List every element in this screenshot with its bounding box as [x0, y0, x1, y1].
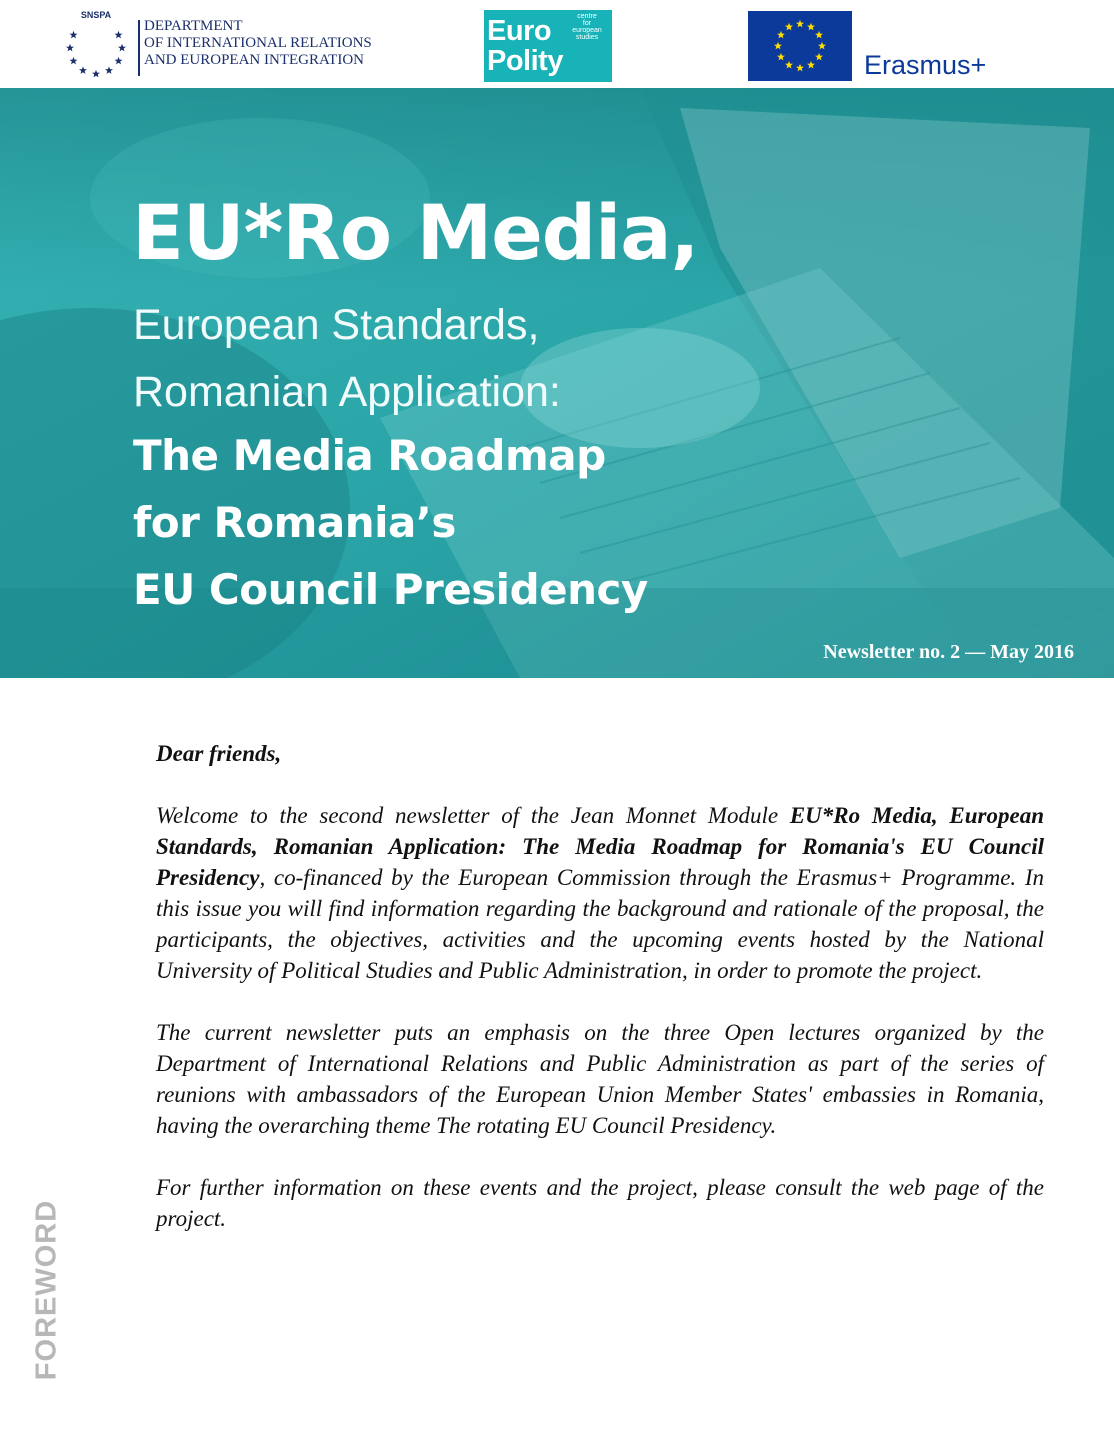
newsletter-issue-date: Newsletter no. 2 — May 2016: [823, 641, 1074, 663]
paragraph-further-info: For further information on these events and the project, please consult the web page of the project.: [156, 1175, 1044, 1231]
greeting: Dear friends,: [156, 741, 282, 766]
star-icon: [69, 57, 77, 65]
eu-flag-icon: [748, 11, 852, 81]
foreword-body: [156, 738, 1044, 1265]
star-icon: [79, 66, 87, 74]
banner-subtitle-line: European Standards,: [133, 301, 540, 349]
banner-headline-line: for Romania’s: [133, 498, 456, 547]
star-icon: [69, 31, 77, 39]
erasmus-plus-logo: Erasmus+: [864, 50, 987, 80]
department-line: AND EUROPEAN INTEGRATION: [144, 52, 364, 68]
seal-text: SNSPA: [80, 10, 112, 20]
logo-header: [0, 0, 1114, 88]
star-icon: [118, 44, 126, 52]
star-icon: [92, 70, 100, 78]
hero-banner: [0, 88, 1114, 678]
europolity-logo-euro: Euro: [487, 15, 552, 47]
europolity-logo-tagline: [564, 13, 610, 41]
banner-headline-line: EU Council Presidency: [133, 565, 648, 614]
project-name: EU*Ro Media, European Standards, Romanian Application: The Media Roadmap for Romania's EU Council Presidency: [156, 803, 1044, 890]
paragraph-intro: [156, 800, 1044, 986]
department-line: DEPARTMENT: [144, 18, 243, 34]
tagline-word: studies: [575, 34, 599, 41]
banner-subtitle-line: Romanian Application:: [133, 368, 561, 416]
star-icon: [115, 57, 123, 65]
banner-headline-line: The Media Roadmap: [133, 431, 606, 480]
department-name: [144, 18, 372, 69]
tagline-word: centre: [577, 13, 597, 20]
section-label-vertical: FOREWORD: [30, 1199, 63, 1381]
tagline-word: european: [572, 27, 602, 34]
star-icon: [66, 44, 74, 52]
europolity-logo-polity: Polity: [487, 45, 563, 77]
department-logo: [58, 8, 398, 80]
paragraph-lectures: The current newsletter puts an emphasis on the three Open lectures organized by the Department of International Relations and Public Administration as part of the series of reunions with ambassadors of the European Union Member States' embassies in Romania, having the overarching theme The rotating EU Council Presidency.: [156, 1020, 1044, 1138]
banner-title: EU*Ro Media,: [132, 188, 699, 277]
logo-divider: [138, 20, 140, 76]
intro-rest: , co-financed by the European Commission through the Erasmus+ Programme. In this issue you will find information regarding the background and rationale of the proposal, the participants, the objectives, activities and the upcoming events hosted by the National University of Political Studies and Public Administration, in order to promote the project.: [156, 865, 1044, 983]
star-ring-seal-icon: [58, 8, 134, 80]
tagline-word: for: [582, 20, 592, 27]
intro-text: Welcome to the second newsletter of the Jean Monnet Module: [156, 803, 790, 828]
star-icon: [105, 66, 113, 74]
department-line: OF INTERNATIONAL RELATIONS: [144, 35, 372, 51]
europolity-logo: [484, 10, 612, 82]
star-icon: [115, 31, 123, 39]
